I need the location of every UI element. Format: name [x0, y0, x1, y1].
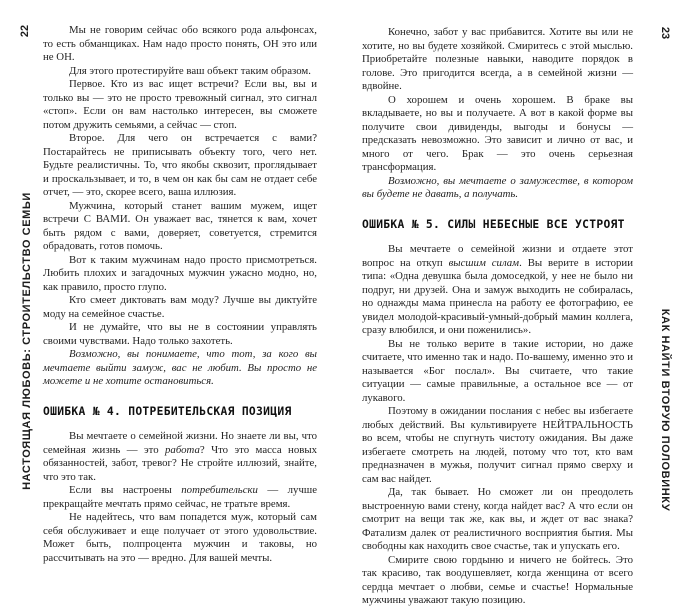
body-paragraph: [43, 254, 317, 295]
right-page-content: [362, 26, 633, 608]
emphasis-text: работа: [165, 443, 200, 456]
emphasis-text: высшим силам: [448, 256, 520, 269]
body-paragraph: [43, 484, 317, 511]
body-paragraph: [362, 554, 633, 608]
body-text: — лучше прекращайте мечтать прямо сейчас, не тратьте время.: [43, 484, 317, 510]
body-paragraph: [43, 200, 317, 254]
page-number-left: 22: [19, 24, 31, 38]
body-paragraph: [43, 511, 317, 565]
body-text: Смирите свою гордыню и ничего не бойтесь. Это так красиво, так воодушевляет, когда женщина от всего сердца мечтает о любви, семье и счастье! Нормальные мужчины уважают такую позицию.: [362, 553, 633, 606]
body-text: Конечно, забот у вас прибавится. Хотите вы или не хотите, но вы будете хозяйкой. Смиритесь с этой мыслью. Приобретайте полезные навыки, наводите порядок в голове. Это пригодится всегда, а в семейной жизни — вдвойне.: [362, 26, 633, 92]
body-paragraph: [43, 65, 317, 79]
section-heading: ОШИБКА № 5. СИЛЫ НЕБЕСНЫЕ ВСЕ УСТРОЯТ: [362, 217, 625, 231]
body-paragraph: [43, 348, 317, 389]
body-paragraph: [362, 338, 633, 406]
body-paragraph: [43, 430, 317, 484]
body-text: Для этого протестируйте ваш объект таким образом.: [69, 64, 311, 77]
body-paragraph: [43, 321, 317, 348]
body-text: Второе. Для чего он встречается с вами? Постарайтесь не приписывать объекту того, чего нет. Будьте реалистичны. То, что якобы сквозит, проглядывает и проскальзывает, и то, в чем он как бы сам не отдает себе отчет, — это, скорее всего, ваша иллюзия.: [43, 132, 317, 198]
body-text: Если вы настроены: [69, 484, 182, 496]
body-paragraph: [362, 94, 633, 175]
body-paragraph: [362, 175, 633, 202]
body-text: Вот к таким мужчинам надо просто присмотреться. Любить плохих и загадочных мужчин ужасно модно, но, как правило, просто глупо.: [43, 253, 317, 293]
body-text: Кто смеет диктовать вам моду? Лучше вы диктуйте моду на семейное счастье.: [43, 294, 317, 320]
body-text: Вы не только верите в такие истории, но даже считаете, что именно так и надо. По-вашему, именно это и называется «Бог послал». Вы считаете, что такие ситуации — самые правильные, а остальное все — от лукавого.: [362, 337, 633, 404]
body-text: . Вы верите в истории типа: «Одна девушка была домоседкой, у нее не было ни подруг, ни друзей. Она и замуж выходить не собиралась, но однажды мама принесла на работу ее фотографию, ее увидел молодой-красивый-умный-добрый мамин коллега, сразу влюбился, и они поженились».: [362, 256, 633, 336]
body-text: И не думайте, что вы не в состоянии управлять своими чувствами. Надо только захотеть.: [43, 321, 317, 347]
body-paragraph: [362, 486, 633, 554]
body-text: Мы не говорим сейчас обо всякого рода альфонсах, то есть обманщиках. Нам надо просто понять, ОН это или не ОН.: [43, 24, 317, 63]
body-text: Поэтому в ожидании послания с небес вы избегаете любых действий. Вы культивируете НЕЙТРАЛЬНОСТЬ во всем, чтобы не спугнуть чистоту ожидания. Вы даже избегаете смотреть на людей, потому что тот, кто вам предназначен в мужья, получит сигнал прямо сверху и сам вас найдет.: [362, 405, 633, 485]
left-page-content: [43, 24, 317, 565]
body-paragraph: [43, 24, 317, 65]
body-text: Мужчина, который станет вашим мужем, ищет встречи С ВАМИ. Он уважает вас, тянется к вам, хочет быть рядом с вами, доверяет, советуется, стремится обрадовать, готов помочь.: [43, 199, 317, 252]
body-paragraph: [43, 132, 317, 200]
body-paragraph: [362, 243, 633, 338]
body-text: О хорошем и очень хорошем. В браке вы вкладываете, но вы и получаете. А вот в какой форме вы получите свои дивиденды, выгоды и бонусы — предсказать невозможно. Это зависит и лично от вас, и много от чего. Брак — это очень серьезная трансформация.: [362, 93, 633, 173]
spine-title-right: КАК НАЙТИ ВТОРУЮ ПОЛОВИНКУ: [659, 308, 671, 512]
body-paragraph: [43, 78, 317, 132]
body-text: Первое. Кто из вас ищет встречи? Если вы, вы и только вы — это не просто тревожный сигнал, это сигнал «стоп». Если он вам настолько интересен, вы сможете потом дружить семьями, а сейчас — стоп.: [43, 78, 317, 131]
spine-title-left: НАСТОЯЩАЯ ЛЮБОВЬ: СТРОИТЕЛЬСТВО СЕМЬИ: [21, 192, 33, 490]
body-paragraph: [362, 26, 633, 94]
body-text: Вы мечтаете о семейной жизни. Но знаете ли вы, что семейная жизнь — это: [43, 430, 317, 456]
body-text: Да, так бывает. Но сможет ли он преодолеть выстроенную вами стену, когда найдет вас? А что если он смотрит на вещи так же, как вы, и ждет от вас знака? Фатализм далек от реалистичного восприятия бытия. Мы свободны как находить свое счастье, так и упускать его.: [362, 486, 633, 552]
body-text: ? Что это масса новых обязанностей, забот, тревог? Не стройте иллюзий, знайте, что это так.: [43, 443, 317, 483]
body-text: Возможно, вы понимаете, что тот, за кого вы мечтаете выйти замуж, вас не любит. Вы просто не можете и не хотите остановиться.: [43, 348, 317, 387]
emphasis-text: потребительски: [181, 484, 258, 496]
page-number-right: 23: [659, 26, 671, 40]
body-text: Возможно, вы мечтаете о замужестве, в котором вы будете не давать, а получать.: [362, 174, 633, 200]
body-text: Вы мечтаете о семейной жизни и отдаете этот вопрос на откуп: [362, 243, 633, 269]
body-paragraph: [43, 294, 317, 321]
body-text: Не надейтесь, что вам попадется муж, который сам себя обслуживает и еще получает от этого удовольствие. Может быть, полпроцента мужчин и таковы, но рассчитывать на это — вредно. Для вашей мечты.: [43, 511, 317, 564]
section-heading: ОШИБКА № 4. ПОТРЕБИТЕЛЬСКАЯ ПОЗИЦИЯ: [43, 404, 292, 418]
body-paragraph: [362, 405, 633, 486]
